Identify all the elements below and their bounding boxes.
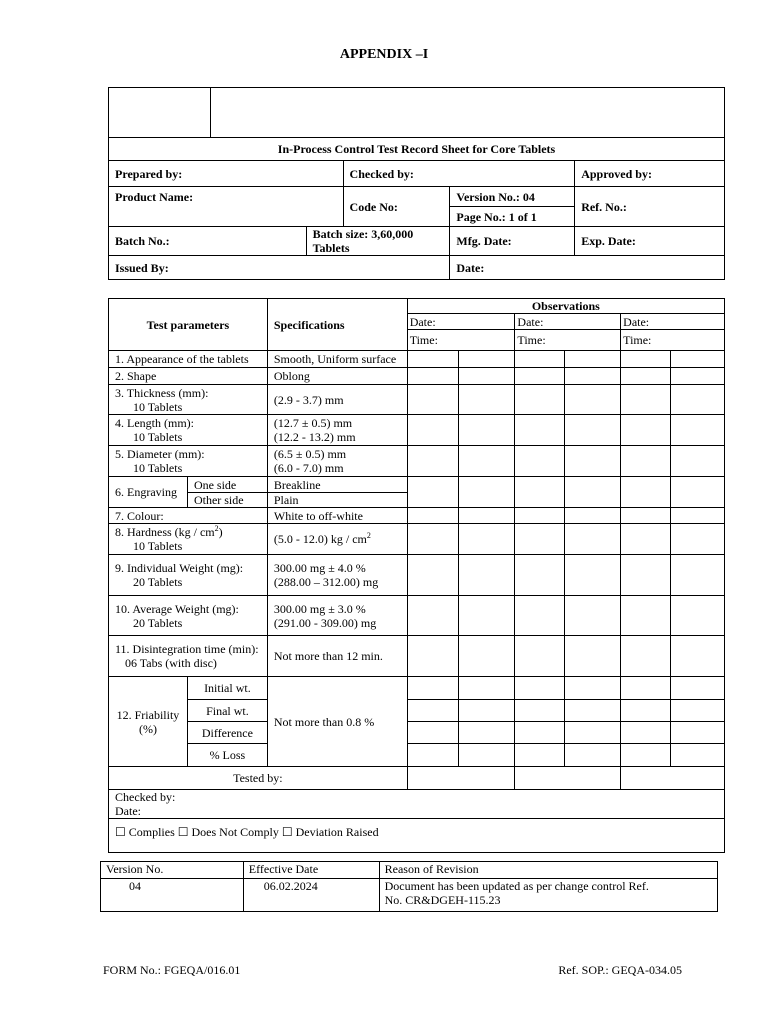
obs-time-2: Time: (515, 330, 621, 351)
revision-table (100, 861, 718, 912)
ref-no-field: Ref. No.: (575, 187, 725, 227)
param-engraving: 6. Engraving (109, 477, 188, 508)
table-row (101, 879, 718, 912)
spec-engraving-one-side: Breakline (267, 477, 407, 493)
appendix-title: APPENDIX –I (339, 47, 429, 62)
mfg-date-field: Mfg. Date: (450, 227, 575, 256)
param-engraving-other-side: Other side (187, 493, 267, 508)
table-row (109, 790, 725, 819)
header-table (108, 87, 725, 280)
spec-hardness: (5.0 - 12.0) kg / $cm^2$ (267, 524, 407, 555)
revision-reason: Document has been updated as per change control Ref. No. CR&DGEH-115.23 (379, 879, 717, 912)
ref-sop: Ref. SOP.: GEQA-034.05 (558, 963, 682, 977)
param-average-weight: 10. Average Weight (mg): 20 Tablets (109, 596, 268, 636)
company-cell (210, 88, 724, 138)
form-number: FORM No.: FGEQA/016.01 (103, 963, 241, 977)
table-row (109, 555, 725, 596)
param-disintegration: 11. Disintegration time (min): 06 Tabs (with disc) (109, 636, 268, 677)
spec-shape: Oblong (267, 368, 407, 385)
obs-date-1: Date: (407, 314, 515, 330)
spec-diameter: (6.5 ± 0.5) mm (6.0 - 7.0) mm (267, 446, 407, 477)
param-appearance: 1. Appearance of the tablets (109, 351, 268, 368)
spec-length: (12.7 ± 0.5) mm (12.2 - 13.2) mm (267, 415, 407, 446)
param-thickness: 3. Thickness (mm): 10 Tablets (109, 385, 268, 415)
friability-initial-wt: Initial wt. (187, 677, 267, 700)
obs-time-3: Time: (621, 330, 725, 351)
batch-no-field: Batch No.: (109, 227, 307, 256)
revision-version: 04 (101, 879, 244, 912)
friability-difference: Difference (187, 722, 267, 744)
sheet-title: In-Process Control Test Record Sheet for Core Tablets (109, 138, 725, 161)
obs-date-2: Date: (515, 314, 621, 330)
col-header-specifications: Specifications (267, 299, 407, 351)
table-row (109, 636, 725, 677)
col-header-parameters: Test parameters (109, 299, 268, 351)
table-row (109, 700, 725, 722)
checked-by-block: Checked by: Date: (109, 790, 725, 819)
checked-by-field: Checked by: (343, 161, 575, 187)
param-shape: 2. Shape (109, 368, 268, 385)
param-hardness: 8. Hardness $(kg / cm^2)$ 10 Tablets (109, 524, 268, 555)
spec-disintegration: Not more than 12 min. (267, 636, 407, 677)
compliance-options: ☐ Complies ☐ Does Not Comply ☐ Deviation Raised (109, 819, 725, 853)
table-row (109, 524, 725, 555)
col-header-version: Version No. (101, 862, 244, 879)
product-name-field: Product Name: (109, 187, 344, 227)
table-row (109, 677, 725, 700)
col-header-observations: Observations (407, 299, 724, 314)
spec-engraving-other-side: Plain (267, 493, 407, 508)
friability-loss: % Loss (187, 744, 267, 767)
table-row (109, 385, 725, 415)
prepared-by-field: Prepared by: (109, 161, 344, 187)
col-header-effective-date: Effective Date (243, 862, 379, 879)
param-friability: 12. Friability (%) (109, 677, 188, 767)
version-no-field: Version No.: 04 (450, 187, 575, 207)
tested-by-field: Tested by: (109, 767, 408, 790)
test-parameters-table (108, 298, 725, 853)
spec-friability: Not more than 0.8 % (267, 677, 407, 767)
spec-colour: White to off-white (267, 508, 407, 524)
spec-appearance: Smooth, Uniform surface (267, 351, 407, 368)
spec-average-weight: 300.00 mg ± 3.0 % (291.00 - 309.00) mg (267, 596, 407, 636)
table-row (109, 446, 725, 477)
obs-date-3: Date: (621, 314, 725, 330)
table-row (109, 508, 725, 524)
param-length: 4. Length (mm): 10 Tablets (109, 415, 268, 446)
approved-by-field: Approved by: (575, 161, 725, 187)
revision-effective-date: 06.02.2024 (243, 879, 379, 912)
param-individual-weight: 9. Individual Weight (mg): 20 Tablets (109, 555, 268, 596)
col-header-reason: Reason of Revision (379, 862, 717, 879)
table-row (109, 767, 725, 790)
param-engraving-one-side: One side (187, 477, 267, 493)
table-row (109, 596, 725, 636)
table-row (109, 368, 725, 385)
obs-time-1: Time: (407, 330, 515, 351)
page-no-field: Page No.: 1 of 1 (450, 207, 575, 227)
table-row (109, 722, 725, 744)
exp-date-field: Exp. Date: (575, 227, 725, 256)
logo-cell (109, 88, 211, 138)
table-row (109, 351, 725, 368)
param-colour: 7. Colour: (109, 508, 268, 524)
spec-thickness: (2.9 - 3.7) mm (267, 385, 407, 415)
friability-final-wt: Final wt. (187, 700, 267, 722)
param-diameter: 5. Diameter (mm): 10 Tablets (109, 446, 268, 477)
table-row (109, 744, 725, 767)
issued-by-field: Issued By: (109, 256, 450, 280)
table-row (109, 819, 725, 853)
date-field: Date: (450, 256, 725, 280)
table-row (109, 477, 725, 493)
spec-individual-weight: 300.00 mg ± 4.0 % (288.00 – 312.00) mg (267, 555, 407, 596)
code-no-field: Code No: (343, 187, 450, 227)
batch-size-field: Batch size: 3,60,000 Tablets (306, 227, 450, 256)
table-row (109, 415, 725, 446)
